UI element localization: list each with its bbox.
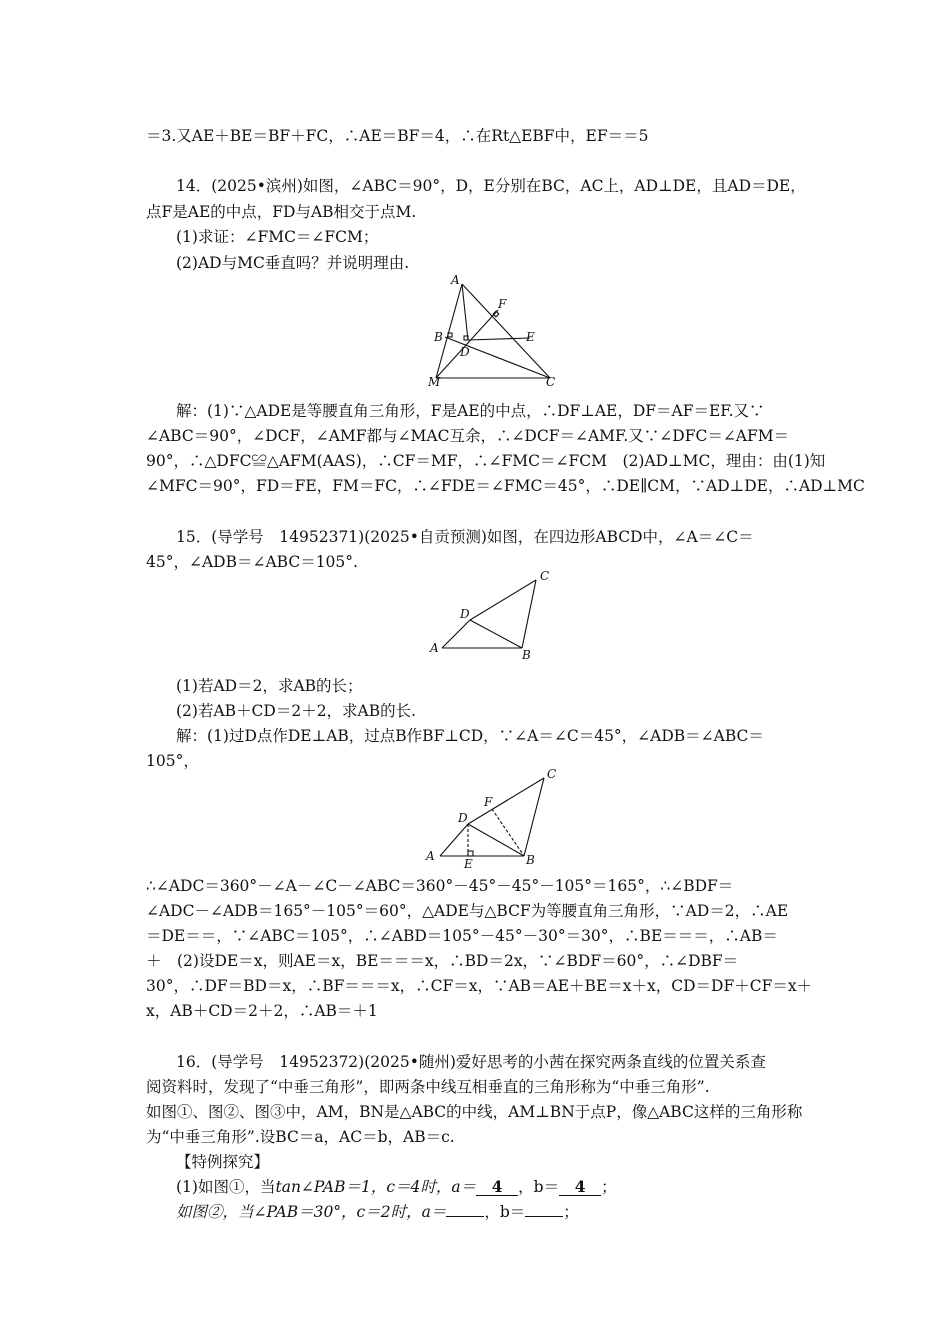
figure-15-solution xyxy=(422,766,572,871)
label-a: A xyxy=(451,273,460,287)
question-16-part-2 xyxy=(176,1202,579,1222)
label-m: M xyxy=(428,375,441,389)
solution-15-line: ∴∠ADC＝360°－∠A－∠C－∠ABC＝360°－45°－45°－105°＝165°，∴∠BDF＝ xyxy=(146,877,734,895)
question-15-line: 15．(导学号 14952371)(2025•自贡预测)如图，在四边形ABCD中，∠A＝∠C＝ xyxy=(176,528,754,546)
label-c: C xyxy=(540,569,550,583)
question-14-line: (1)求证：∠FMC＝∠FCM； xyxy=(176,228,379,246)
label-e: E xyxy=(526,330,535,344)
solution-15-line: x，AB＋CD＝2＋2，∴AB＝＋1 xyxy=(146,1002,378,1020)
text-span: ，b＝ xyxy=(518,1178,560,1196)
label-e: E xyxy=(464,857,473,871)
solution-14-line: ∠MFC＝90°，FD＝FE，FM＝FC，∴∠FDE＝∠FMC＝45°，∴DE∥CM，∵AD⊥DE，∴AD⊥MC xyxy=(146,477,865,495)
solution-15-line: 105°， xyxy=(146,752,199,770)
label-f: F xyxy=(484,795,493,809)
label-a: A xyxy=(426,849,435,863)
question-14-line: (2)AD与MC垂直吗？并说明理由. xyxy=(176,254,410,272)
question-16-line: 如图①、图②、图③中，AM，BN是△ABC的中线，AM⊥BN于点P，像△ABC这样的三角形称 xyxy=(146,1103,803,1121)
label-c: C xyxy=(547,767,557,781)
solution-15-line: 30°，∴DF＝BD＝x，∴BF＝＝＝x，∴CF＝x，∵AB＝AE＋BE＝x＋x，CD＝DF＋CF＝x＋ xyxy=(146,977,813,995)
text-line: ＝3.又AE＋BE＝BF＋FC，∴AE＝BF＝4，∴在Rt△EBF中，EF＝＝5 xyxy=(146,127,649,145)
question-15-line: (2)若AB＋CD＝2＋2，求AB的长. xyxy=(176,702,417,720)
label-a: A xyxy=(430,641,439,655)
question-15-line: (1)若AD＝2，求AB的长； xyxy=(176,677,363,695)
section-heading: 【特例探究】 xyxy=(176,1153,270,1171)
label-f: F xyxy=(498,297,507,311)
solution-14-line: 90°，∴△DFC≌△AFM(AAS)，∴CF＝MF，∴∠FMC＝∠FCM (2)AD⊥MC，理由：由(1)知 xyxy=(146,452,826,470)
answer-blank-b: 4 xyxy=(559,1179,601,1196)
text-span: 如图②，当∠PAB＝30°，c＝2时，a＝ xyxy=(176,1203,447,1221)
label-d: D xyxy=(458,811,468,825)
solution-14-line: 解：(1)∵△ADE是等腰直角三角形，F是AE的中点，∴DF⊥AE，DF＝AF＝EF.又∵ xyxy=(176,402,765,420)
answer-blank-a: 4 xyxy=(476,1179,518,1196)
question-15-line: 45°，∠ADB＝∠ABC＝105°. xyxy=(146,553,358,571)
text-span: ，b＝ xyxy=(484,1203,526,1221)
label-b: B xyxy=(526,853,535,867)
text-span: ； xyxy=(601,1178,617,1196)
solution-15-line: ＝DE＝＝，∵∠ABC＝105°，∴∠ABD＝105°－45°－30°＝30°，∴BE＝＝＝，∴AB＝ xyxy=(146,927,778,945)
text-span: ； xyxy=(563,1203,579,1221)
label-d: D xyxy=(460,345,470,359)
text-span: (1)如图①，当 xyxy=(176,1178,276,1196)
label-d: D xyxy=(460,607,470,621)
question-16-line: 为“中垂三角形”.设BC＝a，AC＝b，AB＝c. xyxy=(146,1128,455,1146)
text-span: tan∠PAB＝1，c＝4时，a＝ xyxy=(275,1178,477,1196)
label-b: B xyxy=(522,648,531,662)
solution-14-line: ∠ABC＝90°，∠DCF，∠AMF都与∠MAC互余，∴∠DCF＝∠AMF.又∵∠DFC＝∠AFM＝ xyxy=(146,427,790,445)
question-16-part-1 xyxy=(176,1177,617,1197)
figure-15 xyxy=(430,568,560,663)
empty-blank-a xyxy=(446,1202,484,1217)
question-14-line: 14．(2025•滨州)如图，∠ABC＝90°，D，E分别在BC，AC上，AD⊥DE，且AD＝DE， xyxy=(176,177,806,195)
figure-14 xyxy=(426,272,576,392)
label-b: B xyxy=(434,330,443,344)
question-16-line: 阅资料时，发现了“中垂三角形”，即两条中线互相垂直的三角形称为“中垂三角形”. xyxy=(146,1078,710,1096)
label-c: C xyxy=(546,375,556,389)
empty-blank-b xyxy=(525,1202,563,1217)
question-14-line: 点F是AE的中点，FD与AB相交于点M. xyxy=(146,203,417,221)
question-16-line: 16．(导学号 14952372)(2025•随州)爱好思考的小茜在探究两条直线的位置关系查 xyxy=(176,1053,766,1071)
solution-15-line: ＋ (2)设DE＝x，则AE＝x，BE＝＝＝x，∴BD＝2x，∵∠BDF＝60°，∴∠DBF＝ xyxy=(146,952,739,970)
solution-15-line: ∠ADC－∠ADB＝165°－105°＝60°，△ADE与△BCF为等腰直角三角形，∵AD＝2，∴AE xyxy=(146,902,789,920)
solution-15-line: 解：(1)过D点作DE⊥AB，过点B作BF⊥CD，∵∠A＝∠C＝45°，∠ADB＝∠ABC＝ xyxy=(176,727,764,745)
